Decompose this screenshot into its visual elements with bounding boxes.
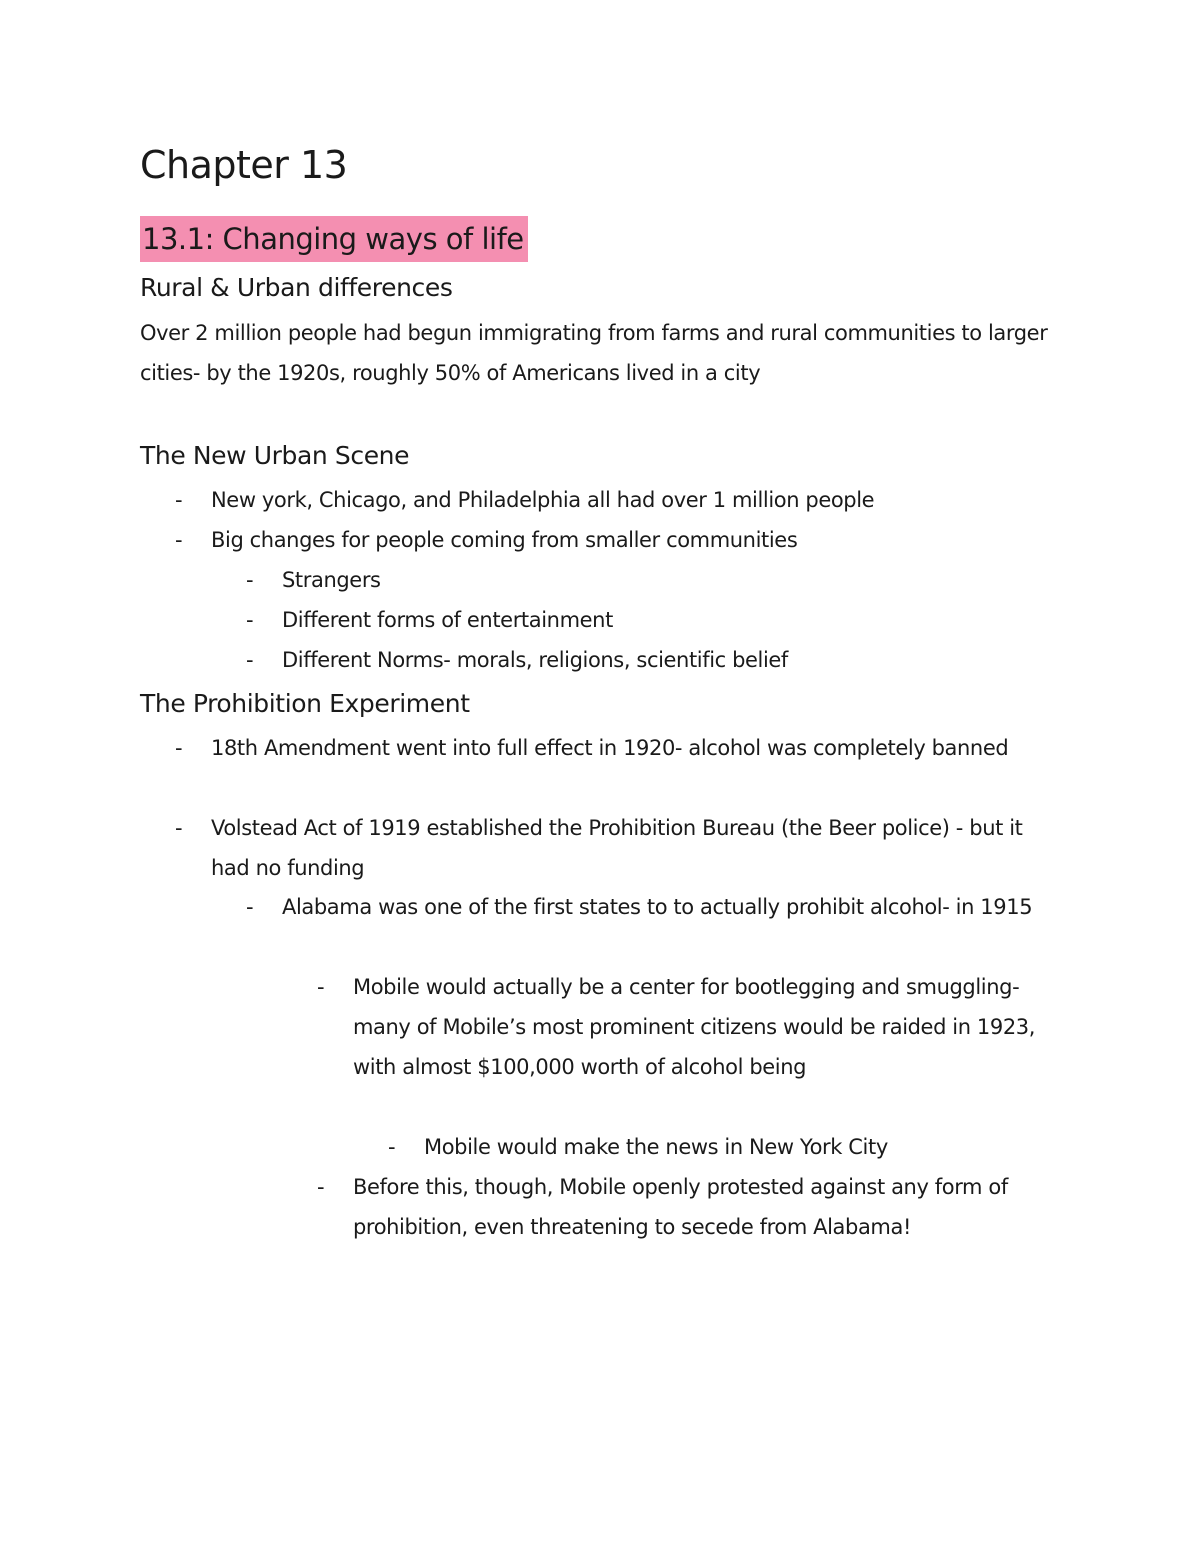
bullet-dash: - — [175, 736, 183, 760]
list-item — [175, 808, 1061, 888]
list-item — [246, 640, 1062, 680]
list-item — [317, 1167, 1058, 1247]
list-item-text: Volstead Act of 1919 established the Prohibition Bureau (the Beer police) - but it had no funding — [211, 816, 1023, 880]
page-title: Chapter 13 — [140, 143, 348, 187]
list-item-text: 18th Amendment went into full effect in 1920- alcohol was completely banned — [211, 736, 1009, 760]
list-item — [175, 728, 1061, 768]
list-item-text: Different forms of entertainment — [282, 608, 613, 632]
list-item-text: Alabama was one of the first states to to actually prohibit alcohol- in 1915 — [282, 895, 1033, 919]
bullet-dash: - — [175, 488, 183, 512]
list-item — [175, 520, 1061, 560]
list-item — [246, 600, 1062, 640]
bullet-dash: - — [246, 608, 254, 632]
urban-scene-heading: The New Urban Scene — [140, 441, 410, 470]
bullet-dash: - — [175, 528, 183, 552]
list-item-text: Different Norms- morals, religions, scientific belief — [282, 648, 788, 672]
bullet-dash: - — [246, 568, 254, 592]
bullet-dash: - — [175, 816, 183, 840]
rural-urban-paragraph: Over 2 million people had begun immigrating from farms and rural communities to larger cities- by the 1920s, roughly 50% of Americans lived in a city — [140, 321, 1048, 385]
list-item-text: Mobile would actually be a center for bootlegging and smuggling- many of Mobile’s most prominent citizens would be raided in 1923, with almost $100,000 worth of alcohol being — [353, 975, 1036, 1079]
list-item-text: Strangers — [282, 568, 381, 592]
bullet-dash: - — [317, 1175, 325, 1199]
rural-urban-heading: Rural & Urban differences — [140, 273, 453, 302]
bullet-dash: - — [246, 895, 254, 919]
list-item — [246, 560, 1062, 600]
bullet-dash: - — [388, 1135, 396, 1159]
list-item-text: Big changes for people coming from smaller communities — [211, 528, 798, 552]
prohibition-heading: The Prohibition Experiment — [140, 689, 470, 718]
list-item-text: New york, Chicago, and Philadelphia all had over 1 million people — [211, 488, 875, 512]
section-heading: 13.1: Changing ways of life — [140, 216, 528, 262]
list-item — [246, 887, 1062, 927]
list-item-text: Mobile would make the news in New York City — [424, 1135, 888, 1159]
list-item — [175, 480, 1061, 520]
list-item — [388, 1127, 1064, 1167]
list-item — [317, 967, 1058, 1087]
bullet-dash: - — [246, 648, 254, 672]
list-item-text: Before this, though, Mobile openly protested against any form of prohibition, even threatening to secede from Alabama! — [353, 1175, 1008, 1239]
bullet-dash: - — [317, 975, 325, 999]
